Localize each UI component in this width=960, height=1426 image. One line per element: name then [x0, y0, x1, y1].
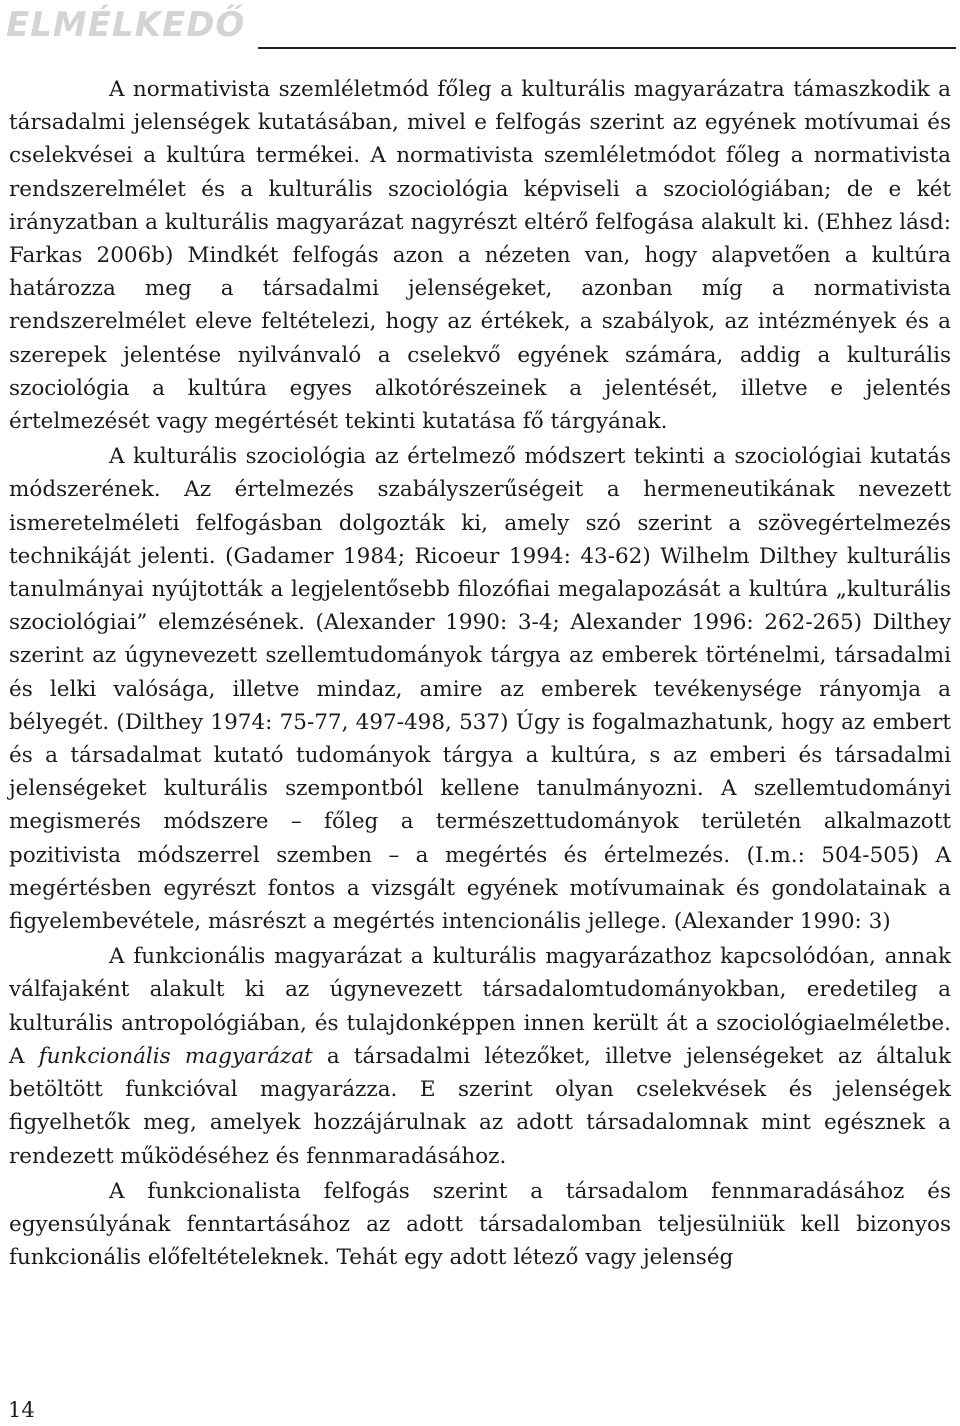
- paragraph-3: [9, 940, 951, 1172]
- running-header-title: ELMÉLKEDŐ: [6, 5, 246, 45]
- page-number: 14: [8, 1398, 35, 1422]
- paragraph-3-text-before: A funkcionális magyarázat a kulturális magyarázathoz kapcsolódóan, annak válfajaként alakult ki az úgynevezett társadalomtudományokban, eredetileg a kulturális antropológiában, és tulajdonképpen innen került át a szociológiaelméletbe. A: [9, 944, 951, 1069]
- paragraph-1: A normativista szemléletmód főleg a kulturális magyarázatra támaszkodik a társadalmi jelenségek kutatásában, mivel e felfogás szerint az egyének motívumai és cselekvései a kultúra termékei. A normativista szemléletmódot főleg a normativista rendszerelmélet és a kulturális szociológia képviseli a szociológiában; de e két irányzatban a kulturális magyarázat nagyrészt eltérő felfogása alakult ki. (Ehhez lásd: Farkas 2006b) Mindkét felfogás azon a nézeten van, hogy alapvetően a kultúra határozza meg a társadalmi jelenségeket, azonban míg a normativista rendszerelmélet eleve feltételezi, hogy az értékek, a szabályok, az intézmények és a szerepek jelentése nyilvánvaló a cselekvő egyének számára, addig a kulturális szociológia a kultúra egyes alkotórészeinek a jelentését, illetve e jelentés értelmezését vagy megértését tekinti kutatása fő tárgyának.: [9, 77, 951, 435]
- paragraph-2: A kulturális szociológia az értelmező módszert tekinti a szociológiai kutatás módszerének. Az értelmezés szabályszerűségeit a hermeneutikának nevezett ismeretelméleti felfogásban dolgozták ki, amely szó szerint a szövegértelmezés technikáját jelenti. (Gadamer 1984; Ricoeur 1994: 43-62) Wilhelm Dilthey kulturális tanulmányai nyújtották a legjelentősebb filozófiai megalapozását a kultúra „kulturális szociológiai” elemzésének. (Alexander 1990: 3-4; Alexander 1996: 262-265) Dilthey szerint az úgynevezett szellemtudományok tárgya az emberek történelmi, társadalmi és lelki valósága, illetve mindaz, amire az emberek tevékenysége rányomja a bélyegét. (Dilthey 1974: 75-77, 497-498, 537) Úgy is fogalmazhatunk, hogy az embert és a társadalmat kutató tudományok tárgya a kultúra, s az emberi és társadalmi jelenségeket kulturális szempontból kellene tanulmányozni. A szellemtudományi megismerés módszere – főleg a természettudományok területén alkalmazott pozitivista módszerrel szemben – a megértés és értelmezés. (I.m.: 504-505) A megértésben egyrészt fontos a vizsgált egyének motívumainak és gondolatainak a figyelembevétele, másrészt a megértés intencionális jellege. (Alexander 1990: 3): [9, 444, 951, 935]
- header-rule: [258, 47, 956, 49]
- paragraph-3-text-after: a társadalmi létezőket, illetve jelenségeket az általuk betöltött funkcióval magyarázza. E szerint olyan cselekvések és jelenségek figyelhetők meg, amelyek hozzájárulnak az adott társadalomnak mint egésznek a rendezett működéséhez és fennmaradásához.: [9, 1043, 951, 1169]
- paragraph-3-emphasis: funkcionális magyarázat: [38, 1043, 313, 1069]
- body-text: [9, 73, 951, 1274]
- paragraph-4: A funkcionalista felfogás szerint a társadalom fennmaradásához és egyensúlyának fenntartásához az adott társadalomban teljesülniük kell bizonyos funkcionális előfeltételeknek. Tehát egy adott létező vagy jelenség: [9, 1178, 951, 1271]
